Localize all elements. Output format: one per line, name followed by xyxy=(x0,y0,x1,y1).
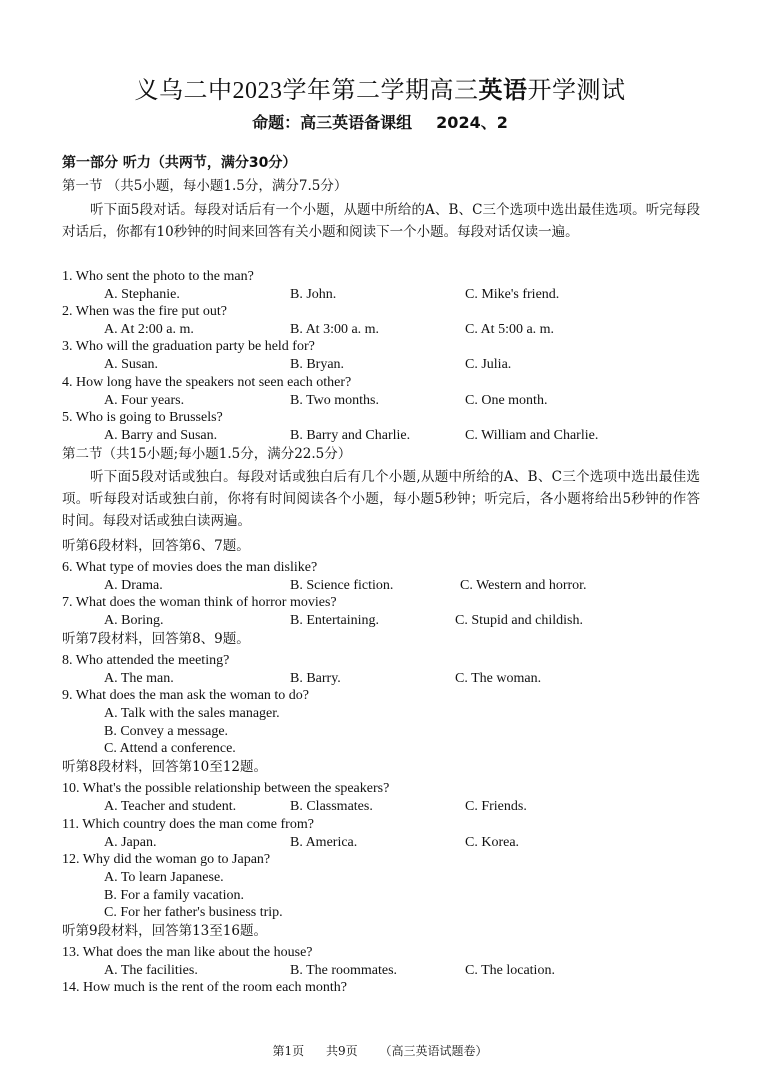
page-total: 共9页 xyxy=(325,1044,358,1058)
section1-heading: 第一节 （共5小题，每小题1.5分，满分7.5分） xyxy=(62,178,348,194)
q13-option-a: A. The facilities. xyxy=(104,963,198,978)
author-line: 命题：高三英语备课组 xyxy=(252,113,413,132)
subtitle xyxy=(0,110,760,133)
paper-label: （高三英语试题卷） xyxy=(379,1044,488,1058)
q9-option-c: C. Attend a conference. xyxy=(104,741,236,756)
material-8-note: 听第8段材料，回答第10至12题。 xyxy=(62,759,267,775)
q10-option-b: B. Classmates. xyxy=(290,799,373,814)
q1-option-a: A. Stephanie. xyxy=(104,287,180,302)
q8-option-a: A. The man. xyxy=(104,671,174,686)
q5-option-a: A. Barry and Susan. xyxy=(104,428,218,443)
q2-option-c: C. At 5:00 a. m. xyxy=(465,322,555,337)
question-13: 13. What does the man like about the house? xyxy=(62,945,313,960)
q12-option-a: A. To learn Japanese. xyxy=(104,870,224,885)
q3-option-c: C. Julia. xyxy=(465,357,512,372)
section1-instructions: 听下面5段对话。每段对话后有一个小题，从题中所给的A、B、C三个选项中选出最佳选项。听完每段对话后，你都有10秒钟的时间来回答有关小题和阅读下一个小题。每段对话仅读一遍。 xyxy=(62,202,700,240)
q13-option-b: B. The roommates. xyxy=(290,963,398,978)
question-6: 6. What type of movies does the man dislike? xyxy=(62,560,318,575)
question-9: 9. What does the man ask the woman to do? xyxy=(62,688,310,703)
q7-option-a: A. Boring. xyxy=(104,613,164,628)
q8-option-c: C. The woman. xyxy=(455,671,542,686)
q4-option-a: A. Four years. xyxy=(104,393,185,408)
question-3: 3. Who will the graduation party be held for? xyxy=(62,339,315,354)
section2-instructions: 听下面5段对话或独白。每段对话或独白后有几个小题,从题中所给的A、B、C三个选项中选出最佳选项。听每段对话或独白前，你将有时间阅读各个小题，每小题5秒钟；听完后，各小题将给出5秒钟的作答时间。每段对话或独白读两遍。 xyxy=(62,469,700,529)
q6-option-a: A. Drama. xyxy=(104,578,163,593)
q1-option-c: C. Mike's friend. xyxy=(465,287,560,302)
material-6-note: 听第6段材料，回答第6、7题。 xyxy=(62,538,250,554)
q6-option-c: C. Western and horror. xyxy=(460,578,587,593)
q4-option-b: B. Two months. xyxy=(290,393,379,408)
q11-option-c: C. Korea. xyxy=(465,835,520,850)
question-2: 2. When was the fire put out? xyxy=(62,304,227,319)
q6-option-b: B. Science fiction. xyxy=(290,578,394,593)
question-4: 4. How long have the speakers not seen each other? xyxy=(62,375,352,390)
q5-option-c: C. William and Charlie. xyxy=(465,428,599,443)
q3-option-b: B. Bryan. xyxy=(290,357,345,372)
page-number: 第1页 xyxy=(272,1044,305,1058)
material-9-note: 听第9段材料，回答第13至16题。 xyxy=(62,923,267,939)
q7-option-b: B. Entertaining. xyxy=(290,613,380,628)
q3-option-a: A. Susan. xyxy=(104,357,159,372)
page-footer xyxy=(0,1042,760,1059)
q9-option-a: A. Talk with the sales manager. xyxy=(104,706,280,721)
q9-option-b: B. Convey a message. xyxy=(104,724,229,739)
section2-heading: 第二节（共15小题;每小题1.5分，满分22.5分） xyxy=(62,446,352,462)
question-12: 12. Why did the woman go to Japan? xyxy=(62,852,271,867)
q12-option-b: B. For a family vacation. xyxy=(104,888,244,903)
question-7: 7. What does the woman think of horror movies? xyxy=(62,595,337,610)
part1-heading: 第一部分 听力（共两节，满分30分） xyxy=(62,155,297,171)
question-14: 14. How much is the rent of the room each month? xyxy=(62,980,347,995)
q10-option-a: A. Teacher and student. xyxy=(104,799,237,814)
title-subject: 英语 xyxy=(478,78,528,104)
q5-option-b: B. Barry and Charlie. xyxy=(290,428,411,443)
q2-option-b: B. At 3:00 a. m. xyxy=(290,322,380,337)
title-prefix: 义乌二中2023学年第二学期高三 xyxy=(134,78,479,104)
question-11: 11. Which country does the man come from? xyxy=(62,817,314,832)
q13-option-c: C. The location. xyxy=(465,963,555,978)
q4-option-c: C. One month. xyxy=(465,393,548,408)
q7-option-c: C. Stupid and childish. xyxy=(455,613,583,628)
exam-date: 2024、2 xyxy=(436,113,508,132)
question-8: 8. Who attended the meeting? xyxy=(62,653,230,668)
title-suffix: 开学测试 xyxy=(527,78,626,104)
q10-option-c: C. Friends. xyxy=(465,799,527,814)
q1-option-b: B. John. xyxy=(290,287,337,302)
material-7-note: 听第7段材料，回答第8、9题。 xyxy=(62,631,250,647)
question-1: 1. Who sent the photo to the man? xyxy=(62,269,254,284)
question-5: 5. Who is going to Brussels? xyxy=(62,410,223,425)
q8-option-b: B. Barry. xyxy=(290,671,341,686)
page-title xyxy=(0,70,760,105)
q2-option-a: A. At 2:00 a. m. xyxy=(104,322,194,337)
q11-option-b: B. America. xyxy=(290,835,358,850)
q12-option-c: C. For her father's business trip. xyxy=(104,905,283,920)
q11-option-a: A. Japan. xyxy=(104,835,157,850)
question-10: 10. What's the possible relationship between the speakers? xyxy=(62,781,390,796)
